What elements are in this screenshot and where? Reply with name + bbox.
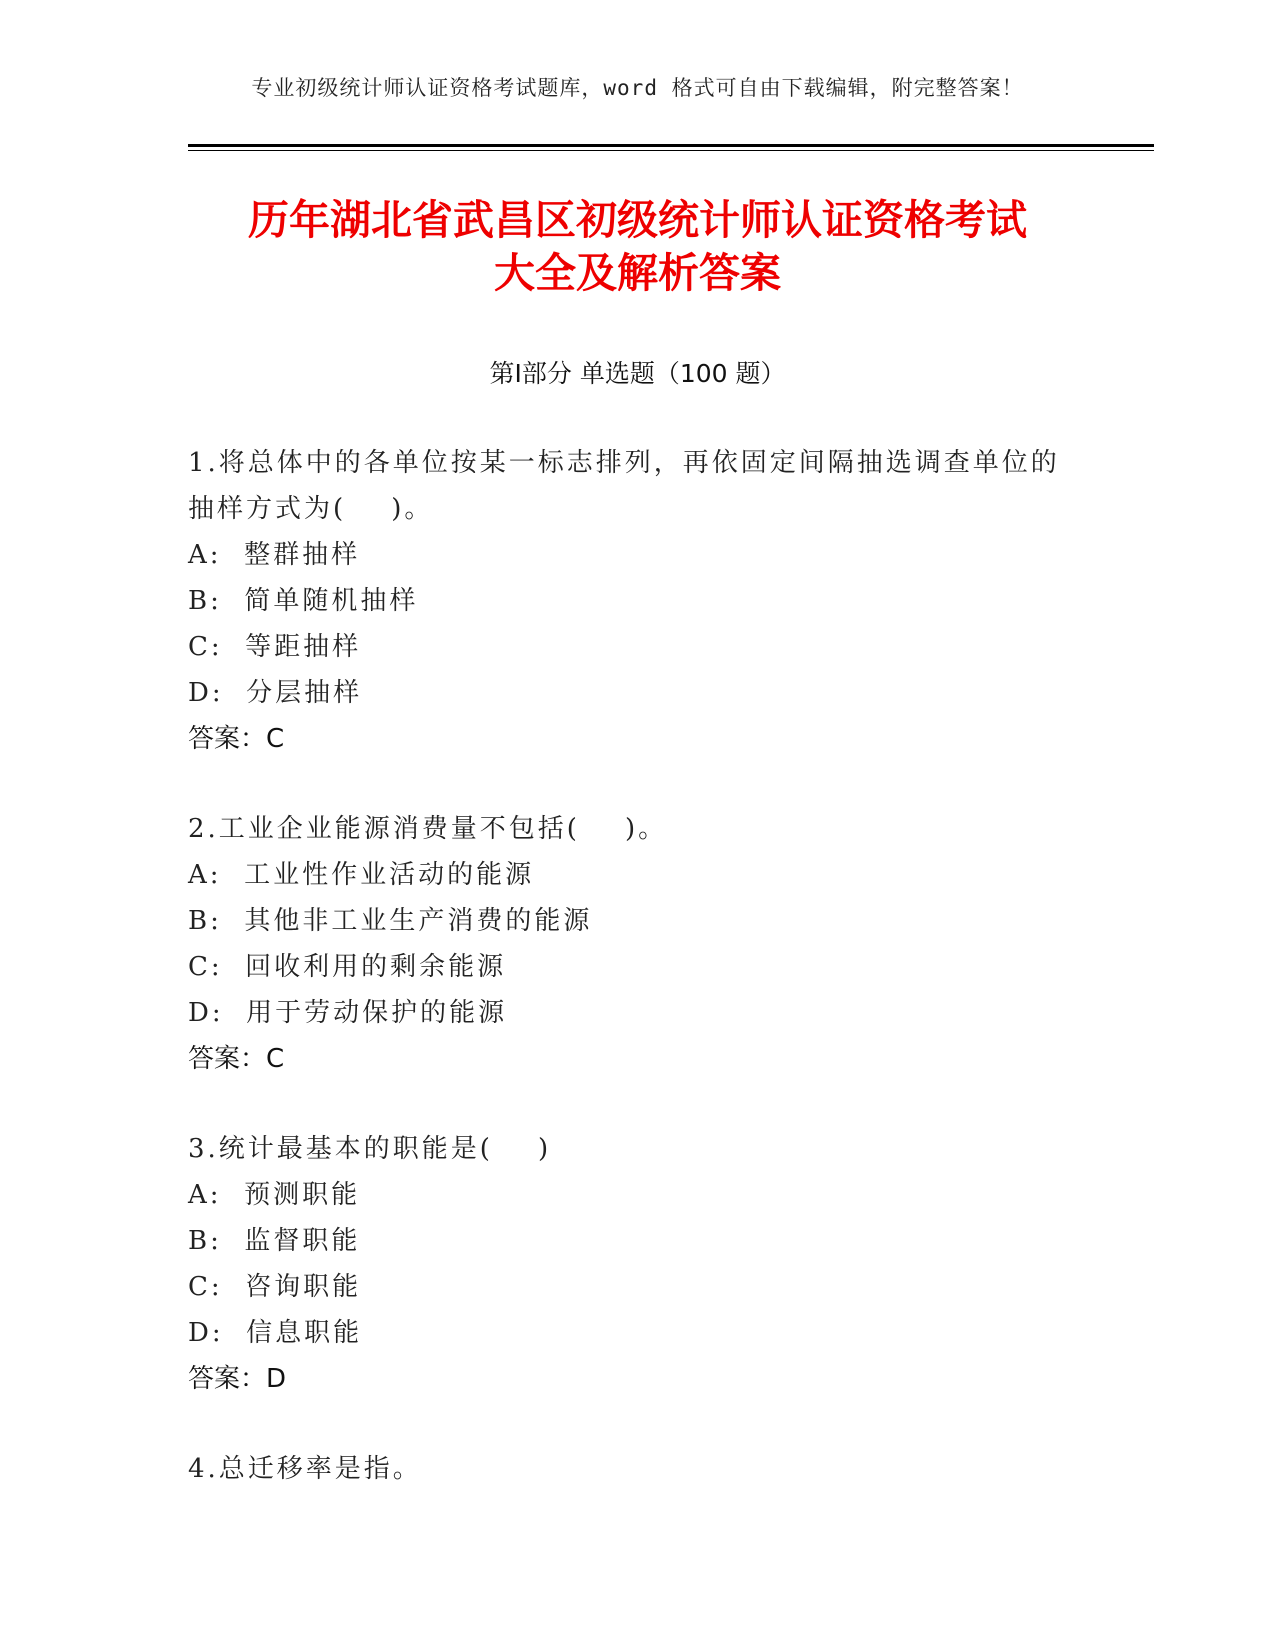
option-c: C: 等距抽样: [188, 632, 362, 662]
option-d: D: 信息职能: [188, 1318, 363, 1348]
answer: 答案：C: [188, 724, 285, 754]
title-line-1: 历年湖北省武昌区初级统计师认证资格考试: [248, 196, 1027, 244]
question-1: [188, 440, 1088, 762]
header-rule-thick: [188, 144, 1154, 147]
option-d: D: 分层抽样: [188, 678, 363, 708]
question-2: [188, 806, 1088, 1082]
option-c: C: 咨询职能: [188, 1272, 362, 1302]
option-d: D: 用于劳动保护的能源: [188, 998, 508, 1028]
answer: 答案：D: [188, 1364, 287, 1394]
question-stem-continued: 抽样方式为( )。: [188, 494, 434, 524]
header-rule-thin: [188, 150, 1154, 151]
question-stem: 2.工业企业能源消费量不包括( )。: [188, 814, 668, 844]
question-stem: 3.统计最基本的职能是( ): [188, 1134, 552, 1164]
option-b: B: 其他非工业生产消费的能源: [188, 906, 593, 936]
option-a: A: 工业性作业活动的能源: [188, 860, 535, 890]
question-3: [188, 1126, 1088, 1402]
document-title: [160, 194, 1115, 300]
option-a: A: 整群抽样: [188, 540, 361, 570]
header-note: 专业初级统计师认证资格考试题库，word 格式可自由下载编辑，附完整答案！: [251, 76, 1024, 100]
question-4: [188, 1446, 1088, 1492]
section-heading: 第Ⅰ部分 单选题（100 题）: [489, 359, 786, 388]
option-a: A: 预测职能: [188, 1180, 361, 1210]
question-stem: 1.将总体中的各单位按某一标志排列，再依固定间隔抽选调查单位的: [188, 448, 1060, 478]
option-b: B: 监督职能: [188, 1226, 361, 1256]
answer: 答案：C: [188, 1044, 285, 1074]
title-line-2: 大全及解析答案: [494, 249, 781, 297]
option-c: C: 回收利用的剩余能源: [188, 952, 507, 982]
question-stem: 4.总迁移率是指。: [188, 1454, 422, 1484]
option-b: B: 简单随机抽样: [188, 586, 419, 616]
question-list: [188, 440, 1088, 1536]
